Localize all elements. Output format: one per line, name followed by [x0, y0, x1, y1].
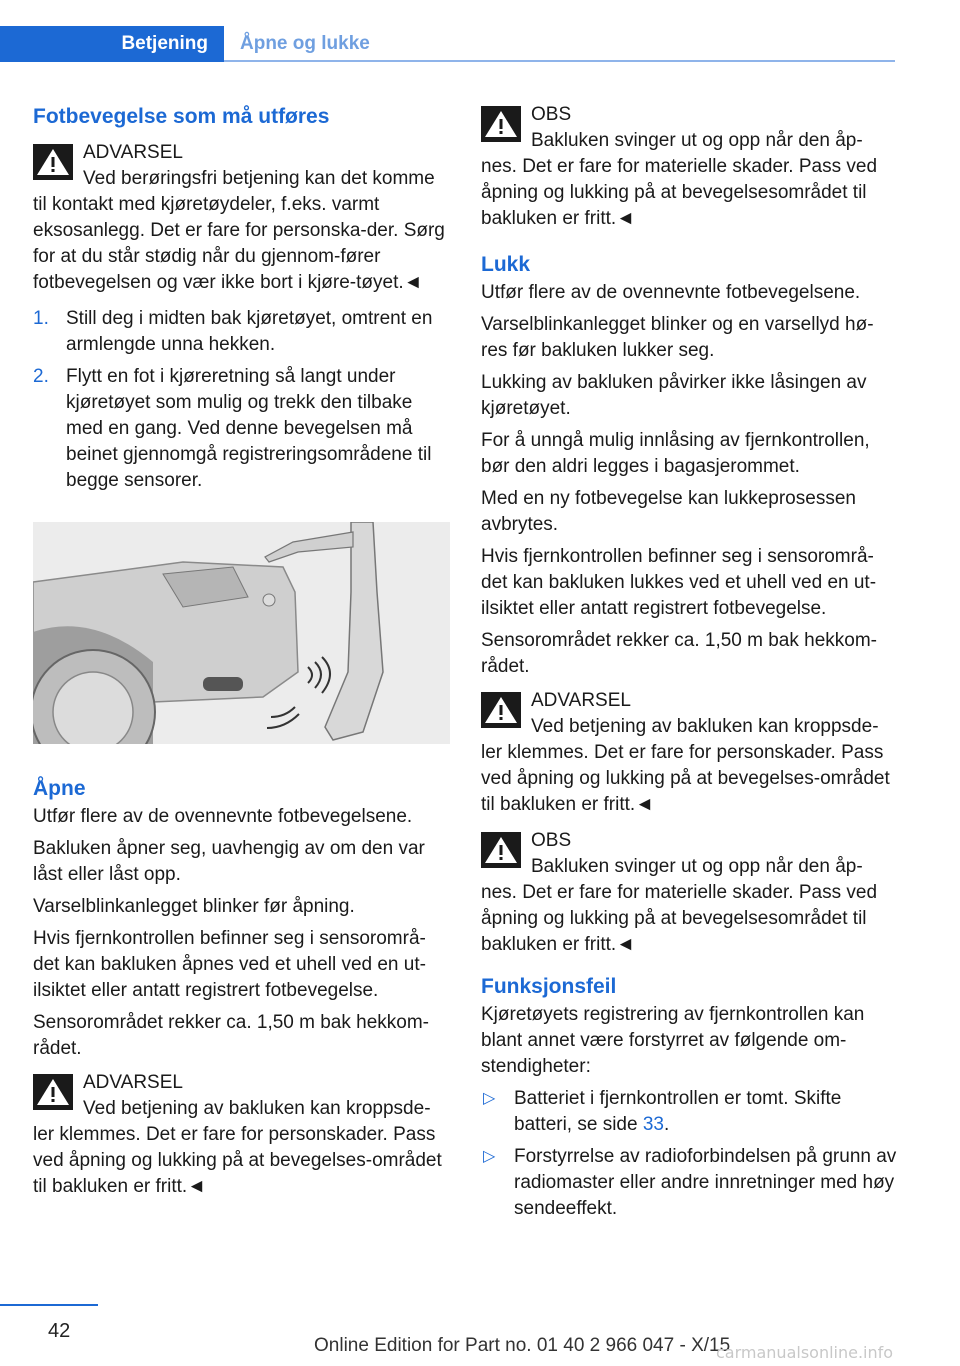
header-divider [224, 60, 895, 62]
edition-text: Online Edition for Part no. 01 40 2 966 047 - X/15 [314, 1335, 731, 1356]
watermark: carmanualsonline.info [716, 1343, 894, 1362]
notice-text: Bakluken svinger ut og opp når den åp-nes. Det er fare for materielle skader. Pass ved åpning og lukking på at bevegelsesområdet til bakluken er fritt.◄ [481, 130, 878, 229]
paragraph: Kjøretøyets registrering av fjernkontrollen kan blant annet være forstyrret av følgende om-stendigheter: [481, 1004, 865, 1077]
notice-text: Bakluken svinger ut og opp når den åp-nes. Det er fare for materielle skader. Pass ved åpning og lukking på at bevegelsesområdet til bakluken er fritt.◄ [481, 856, 878, 955]
warning-triangle-icon [33, 144, 73, 180]
list-item [481, 1086, 898, 1138]
notice-title: OBS [531, 104, 572, 125]
list-item [481, 1144, 898, 1222]
warning-text: Ved betjening av bakluken kan kroppsde-ler klemmes. Det er fare for personskader. Pass ved åpning og lukking på at bevegelses-området til bakluken er fritt.◄ [481, 716, 890, 815]
footer-divider [0, 1304, 98, 1306]
section-heading-close: Lukk [481, 253, 531, 276]
step-number: 1. [33, 308, 49, 329]
section-heading-malfunction: Funksjonsfeil [481, 975, 617, 998]
warning-block [33, 140, 450, 296]
warning-triangle-icon [481, 692, 521, 728]
notice-title: OBS [531, 830, 572, 851]
paragraph: Varselblinkanlegget blinker før åpning. [33, 896, 355, 917]
list-item-text: Batteriet i fjernkontrollen er tomt. Skifte batteri, se side [514, 1088, 842, 1135]
paragraph: Hvis fjernkontrollen befinner seg i sensorområ-det kan bakluken åpnes ved et uhell ved en ut-ilsiktet eller antatt registrert fotbevegelse. [33, 928, 426, 1001]
section-heading-foot-movement: Fotbevegelse som må utføres [33, 105, 330, 128]
list-item-text: Forstyrrelse av radioforbindelsen på grunn av radiomaster eller andre innretninger med høy sendeeffekt. [514, 1146, 897, 1219]
warning-triangle-icon [481, 106, 521, 142]
list-item [33, 306, 450, 358]
paragraph: Utfør flere av de ovennevnte fotbevegelsene. [33, 806, 413, 827]
fault-list [481, 1086, 898, 1222]
list-item-text-end: . [663, 1114, 670, 1135]
warning-block [33, 1070, 450, 1200]
warning-title: ADVARSEL [531, 690, 631, 711]
paragraph: Bakluken åpner seg, uavhengig av om den var låst eller låst opp. [33, 838, 425, 885]
paragraph: Sensorområdet rekker ca. 1,50 m bak hekkom-rådet. [33, 1012, 430, 1059]
paragraph: Med en ny fotbevegelse kan lukkeprosessen avbrytes. [481, 488, 856, 535]
step-text: Still deg i midten bak kjøretøyet, omtrent en armlengde unna hekken. [66, 308, 433, 355]
foot-sensor-illustration [33, 522, 450, 744]
warning-text: Ved betjening av bakluken kan kroppsde-ler klemmes. Det er fare for personskader. Pass ved åpning og lukking på at bevegelses-området til bakluken er fritt.◄ [33, 1098, 442, 1197]
notice-block [481, 828, 898, 958]
step-text: Flytt en fot i kjøreretning så langt under kjøretøyet som mulig og trekk den tilbake med en gang. Ved denne bevegelsen må beinet gjennomgå registreringsområdene til begge sensorer. [66, 366, 432, 491]
list-item [33, 364, 450, 494]
paragraph: For å unngå mulig innlåsing av fjernkontrollen, bør den aldri legges i bagasjerommet. [481, 430, 870, 477]
paragraph: Utfør flere av de ovennevnte fotbevegelsene. [481, 282, 861, 303]
section-heading-open: Åpne [33, 777, 86, 800]
step-number: 2. [33, 366, 49, 387]
page-header [0, 26, 895, 62]
triangle-bullet-icon: ▷ [483, 1090, 496, 1107]
paragraph: Lukking av bakluken påvirker ikke låsingen av kjøretøyet. [481, 372, 867, 419]
tab-betjening[interactable]: Betjening [0, 26, 224, 62]
page-link[interactable]: 33 [642, 1114, 664, 1135]
paragraph: Hvis fjernkontrollen befinner seg i sensorområ-det kan bakluken lukkes ved et uhell ved en ut-ilsiktet eller antatt registrert fotbevegelse. [481, 546, 877, 619]
warning-text: Ved berøringsfri betjening kan det komme til kontakt med kjøretøydeler, f.eks. varmt eksosanlegg. Det er fare for personska-der. Sørg for at du står stødig når du gjennom-fører fotbevegelsen og vær ikke bort i kjøre-tøyet.◄ [33, 168, 445, 293]
warning-title: ADVARSEL [83, 142, 183, 163]
right-column [481, 102, 898, 1228]
paragraph: Sensorområdet rekker ca. 1,50 m bak hekkom-rådet. [481, 630, 878, 677]
warning-triangle-icon [33, 1074, 73, 1110]
warning-triangle-icon [481, 832, 521, 868]
page-number: 42 [48, 1320, 71, 1342]
warning-title: ADVARSEL [83, 1072, 183, 1093]
left-column [33, 102, 450, 1210]
triangle-bullet-icon: ▷ [483, 1148, 496, 1165]
warning-block [481, 688, 898, 818]
notice-block [481, 102, 898, 232]
paragraph: Varselblinkanlegget blinker og en varsellyd hø-res før bakluken lukker seg. [481, 314, 874, 361]
tab-open-close[interactable]: Åpne og lukke [240, 33, 370, 54]
steps-list [33, 306, 450, 494]
